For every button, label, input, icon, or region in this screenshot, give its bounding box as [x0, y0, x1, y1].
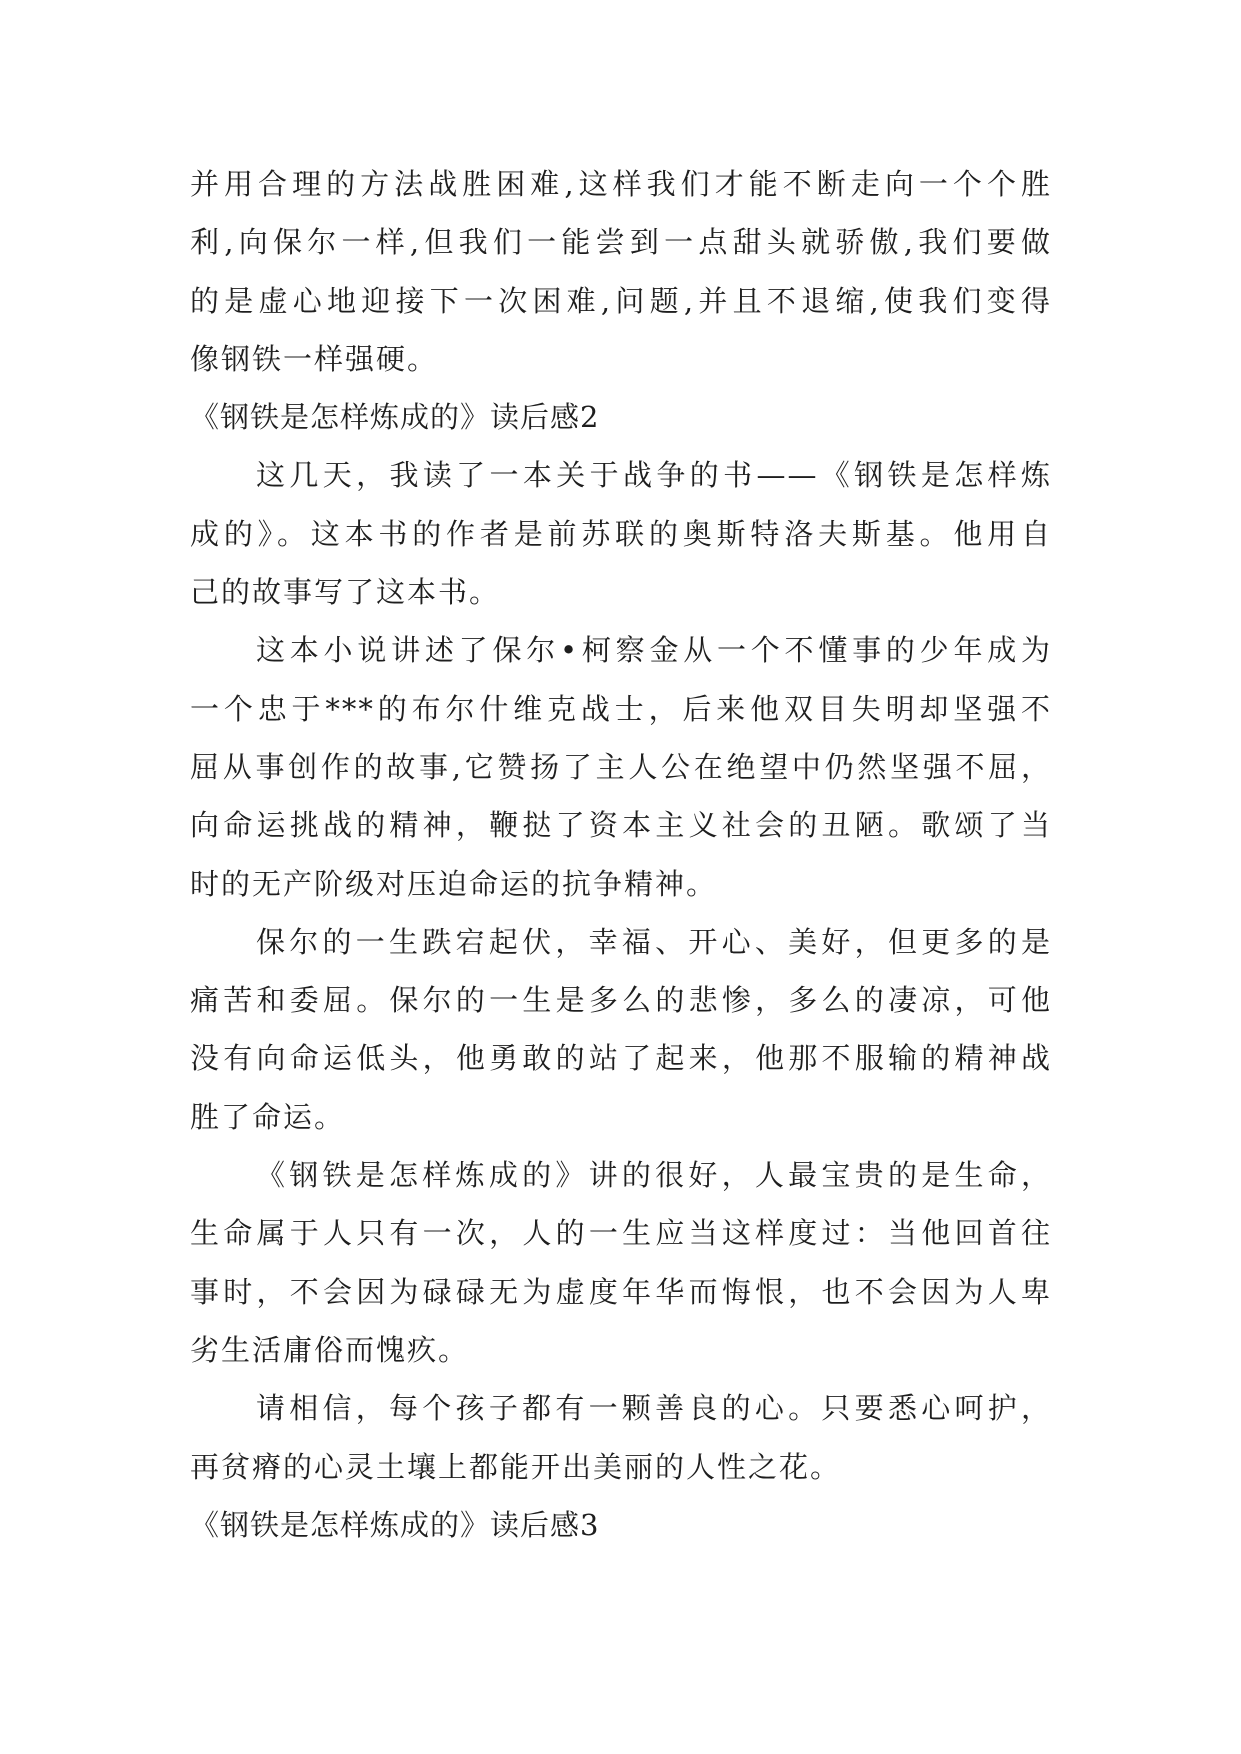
- paragraph: [190, 446, 1052, 621]
- text-line: 一个忠于***的布尔什维克战士，后来他双目失明却坚强不: [190, 691, 1052, 726]
- text-line: 痛苦和委屈。保尔的一生是多么的悲惨，多么的凄凉，可他: [190, 983, 1052, 1018]
- paragraph-continued: [190, 155, 1052, 388]
- text-line: 请相信，每个孩子都有一颗善良的心。只要悉心呵护，: [256, 1391, 1052, 1426]
- text-line: 成的》。这本书的作者是前苏联的奥斯特洛夫斯基。他用自: [190, 516, 1052, 551]
- text-line: 胜了命运。: [190, 1099, 346, 1134]
- text-line: 没有向命运低头，他勇敢的站了起来，他那不服输的精神战: [190, 1041, 1052, 1076]
- text-line: 己的故事写了这本书。: [190, 575, 501, 610]
- paragraph: [190, 1146, 1052, 1379]
- paragraph: [190, 621, 1052, 912]
- text-line: 时的无产阶级对压迫命运的抗争精神。: [190, 866, 718, 901]
- text-line: 这本小说讲述了保尔•柯察金从一个不懂事的少年成为: [256, 633, 1052, 668]
- document-body: [190, 155, 1052, 1554]
- text-line: 屈从事创作的故事,它赞扬了主人公在绝望中仍然坚强不屈，: [190, 749, 1052, 784]
- text-line: 《钢铁是怎样炼成的》讲的很好，人最宝贵的是生命，: [256, 1158, 1052, 1193]
- text-line: 这几天，我读了一本关于战争的书——《钢铁是怎样炼: [256, 458, 1052, 493]
- text-line: 并用合理的方法战胜困难,这样我们才能不断走向一个个胜: [190, 167, 1052, 201]
- text-line: 保尔的一生跌宕起伏，幸福、开心、美好，但更多的是: [256, 924, 1052, 959]
- section-heading: 《钢铁是怎样炼成的》读后感3: [190, 1507, 600, 1542]
- section-heading: 《钢铁是怎样炼成的》读后感2: [190, 400, 600, 435]
- text-line: 劣生活庸俗而愧疚。: [190, 1332, 470, 1367]
- paragraph: [190, 913, 1052, 1146]
- text-line: 利,向保尔一样,但我们一能尝到一点甜头就骄傲,我们要做: [190, 225, 1052, 260]
- paragraph: [190, 1379, 1052, 1496]
- text-line: 事时，不会因为碌碌无为虚度年华而悔恨，也不会因为人卑: [190, 1274, 1052, 1309]
- text-line: 向命运挑战的精神，鞭挞了资本主义社会的丑陋。歌颂了当: [190, 808, 1052, 843]
- text-line: 再贫瘠的心灵土壤上都能开出美丽的人性之花。: [190, 1449, 842, 1484]
- text-line: 像钢铁一样强硬。: [190, 341, 439, 376]
- text-line: 生命属于人只有一次，人的一生应当这样度过：当他回首往: [190, 1216, 1052, 1251]
- text-line: 的是虚心地迎接下一次困难,问题,并且不退缩,使我们变得: [190, 283, 1052, 318]
